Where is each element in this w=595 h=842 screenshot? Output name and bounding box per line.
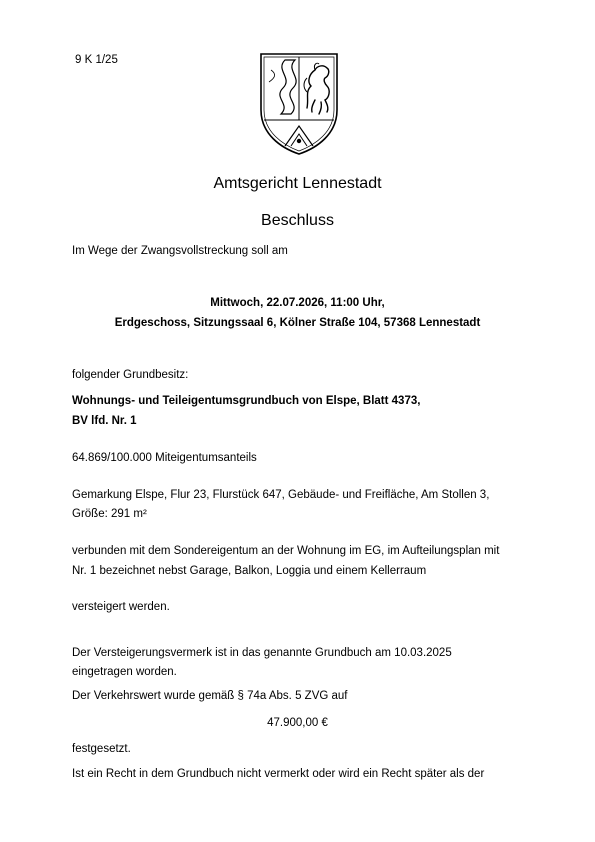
unit-line-1: verbunden mit dem Sondereigentum an der Wohnung im EG, im Aufteilungsplan mit: [72, 545, 500, 557]
court-name: Amtsgericht Lennestadt: [213, 175, 382, 192]
valuation-amount: 47.900,00 €: [267, 717, 328, 729]
unit-line-2: Nr. 1 bezeichnet nebst Garage, Balkon, Loggia und einem Kellerraum: [72, 565, 427, 577]
intro-text: Im Wege der Zwangsvollstreckung soll am: [72, 245, 288, 257]
auction-text: versteigert werden.: [72, 601, 170, 613]
valuation-intro: Der Verkehrswert wurde gemäß § 74a Abs. 5 ZVG auf: [72, 690, 348, 702]
appointment-location: Erdgeschoss, Sitzungssaal 6, Kölner Straße 104, 57368 Lennestadt: [114, 317, 481, 329]
file-number: 9 K 1/25: [75, 54, 118, 66]
parcel-line-1: Gemarkung Elspe, Flur 23, Flurstück 647, Gebäude- und Freifläche, Am Stollen 3,: [72, 489, 490, 501]
document-title: Beschluss: [261, 212, 334, 229]
appointment-date: Mittwoch, 22.07.2026, 11:00 Uhr,: [210, 297, 385, 309]
share-text: 64.869/100.000 Miteigentumsanteils: [72, 452, 257, 464]
registration-line-1: Der Versteigerungsvermerk ist in das genannte Grundbuch am 10.03.2025: [72, 647, 452, 659]
registration-line-2: eingetragen worden.: [72, 666, 177, 678]
register-line-2: BV lfd. Nr. 1: [72, 415, 137, 427]
valuation-outro: festgesetzt.: [72, 743, 131, 755]
last-line: Ist ein Recht in dem Grundbuch nicht vermerkt oder wird ein Recht später als der: [72, 768, 485, 780]
property-intro: folgender Grundbesitz:: [72, 369, 189, 381]
parcel-line-2: Größe: 291 m²: [72, 508, 147, 520]
register-line-1: Wohnungs- und Teileigentumsgrundbuch von Elspe, Blatt 4373,: [72, 395, 421, 407]
coat-of-arms-icon: [255, 48, 343, 158]
